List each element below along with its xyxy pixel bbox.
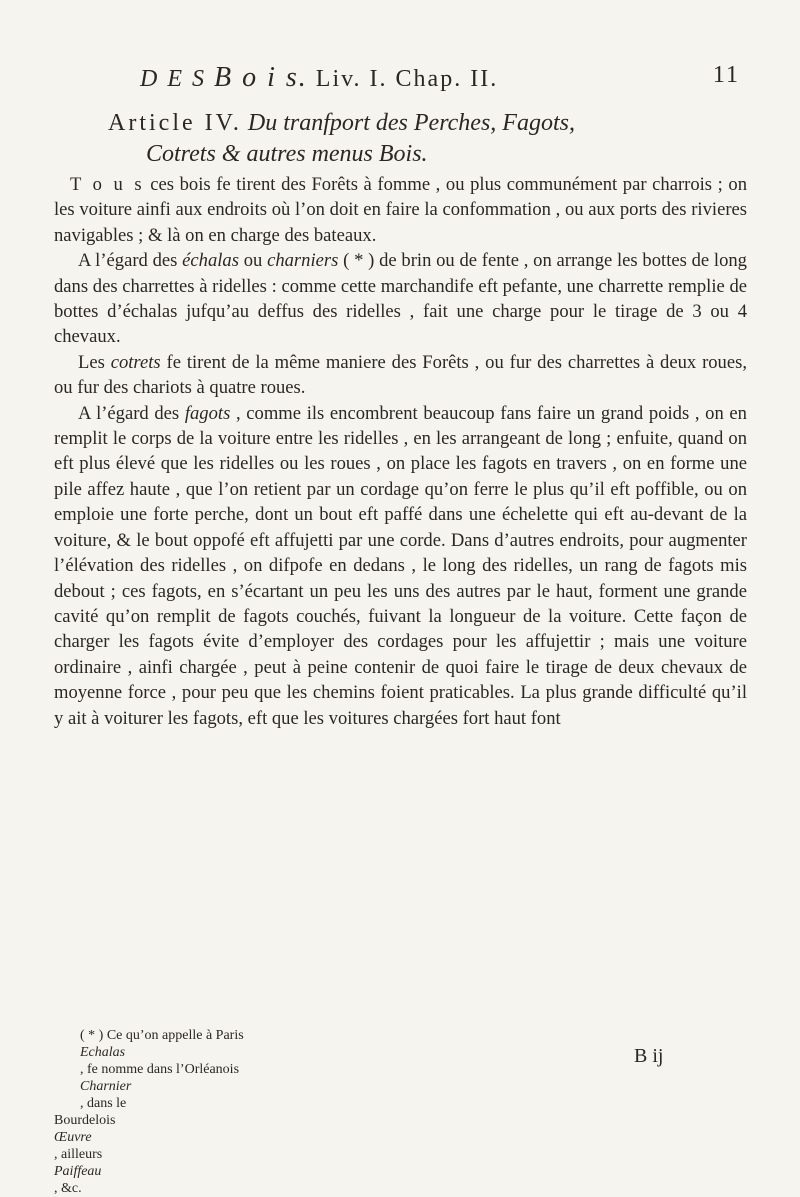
- paragraph-4-text-b: , comme ils encombrent beaucoup fans faire un grand poids , on en remplit le corps de la voiture entre les ridelles , en les arrangeant de long ; enfuite, quand on eft plus élevé que les ridelles ou les roues , on place les fagots en travers , on en forme une pile affez haute , que l’on retient par un cordage qu’on ferre le plus qu’il eft poffible, ou on emploie une forte perche, dont un bout eft paffé dans une échelette qui eft au-devant de la voiture, & le bout oppofé eft affujetti par une corde. Dans d’autres endroits, pour augmenter l’élévation des ridelles , on difpofe en dedans , le long des ridelles, un rang de fagots mis debout ; ces fagots, en s’écartant un peu les uns des autres par le haut, forment une grande cavité qu’on remplit de fagots couchés, fuivant la longueur de la voiture. Cette façon de charger les fagots évite d’employer des cordages pour les affujettir ; mais une voiture ordinaire , ainfi chargée , peut à peine contenir de quoi faire le tirage de deux chevaux de moyenne force , pour peu que les chemins foient praticables. La plus grande difficulté qu’il y ait à voiturer les fagots, eft que les voitures chargées fort haut font: [54, 402, 747, 729]
- paragraph-1: [54, 172, 747, 248]
- footnote-term-charnier: Charnier: [80, 1079, 132, 1094]
- term-charniers: charniers: [267, 250, 339, 272]
- footnote-term-paiffeau: Paiffeau: [54, 1164, 102, 1179]
- term-echalas: échalas: [182, 250, 239, 272]
- article-title: [108, 108, 748, 170]
- paragraph-1-lead: T o u s: [70, 174, 145, 195]
- footnote-text-c: , dans le: [80, 1096, 127, 1111]
- footnote-text-d: Bourdelois: [54, 1113, 116, 1128]
- footnote-line-1: [54, 1027, 754, 1112]
- footnote-text-e: , ailleurs: [54, 1147, 103, 1162]
- running-title-chapter: Liv. I. Chap. II.: [315, 66, 499, 92]
- paragraph-1-text: ces bois fe tirent des Forêts à fomme , ou plus communément par charrois ; on les voiture ainfi aux endroits où l’on doit en faire la confommation , ou aux ports des rivieres navigables ; & là on en charge des bateaux.: [54, 174, 747, 246]
- page-number: 11: [712, 62, 740, 88]
- footnote-text-a: ( * ) Ce qu’on appelle à Paris: [80, 1028, 244, 1043]
- running-header: [140, 62, 740, 94]
- paragraph-3: [54, 350, 747, 401]
- paragraph-4: [54, 401, 747, 731]
- footnote-line-2: [54, 1112, 754, 1197]
- article-title-line2: Cotrets & autres menus Bois.: [146, 141, 428, 167]
- article-number: Article IV.: [108, 110, 242, 136]
- paragraph-2-text-b: ou: [238, 250, 268, 272]
- paragraph-2: [54, 248, 747, 350]
- term-cotrets: cotrets: [110, 351, 161, 373]
- footnote-term-oeuvre: Œuvre: [54, 1130, 92, 1145]
- term-fagots: fagots: [184, 402, 231, 424]
- footnote-text-b: , fe nomme dans l’Orléanois: [80, 1062, 240, 1077]
- paragraph-2-text-a: A l’égard des: [78, 250, 183, 272]
- article-title-line1: Du tranfport des Perches, Fagots,: [247, 110, 575, 136]
- running-title-des: D E S: [140, 66, 206, 92]
- signature-mark: B ij: [634, 1045, 664, 1067]
- running-title-bois: B o i s.: [214, 62, 308, 93]
- paragraph-2-text-c: ( * ) de brin ou de fente , on arrange les bottes de long dans des charrettes à ridelles : comme cette marchandife eft pefante, une charrette remplie de bottes d’échalas jufqu’au deffus des ridelles , fait une charge pour le tirage de 3 ou 4 chevaux.: [54, 250, 747, 348]
- footnote-text-f: , &c.: [54, 1181, 82, 1196]
- body-text: [54, 172, 747, 731]
- paragraph-3-text-b: fe tirent de la même maniere des Forêts , ou fur des charrettes à deux roues, ou fur des chariots à quatre roues.: [54, 351, 747, 399]
- paragraph-4-text-a: A l’égard des: [78, 402, 185, 424]
- paragraph-3-text-a: Les: [78, 351, 111, 373]
- footnote-term-echalas: Echalas: [80, 1045, 126, 1060]
